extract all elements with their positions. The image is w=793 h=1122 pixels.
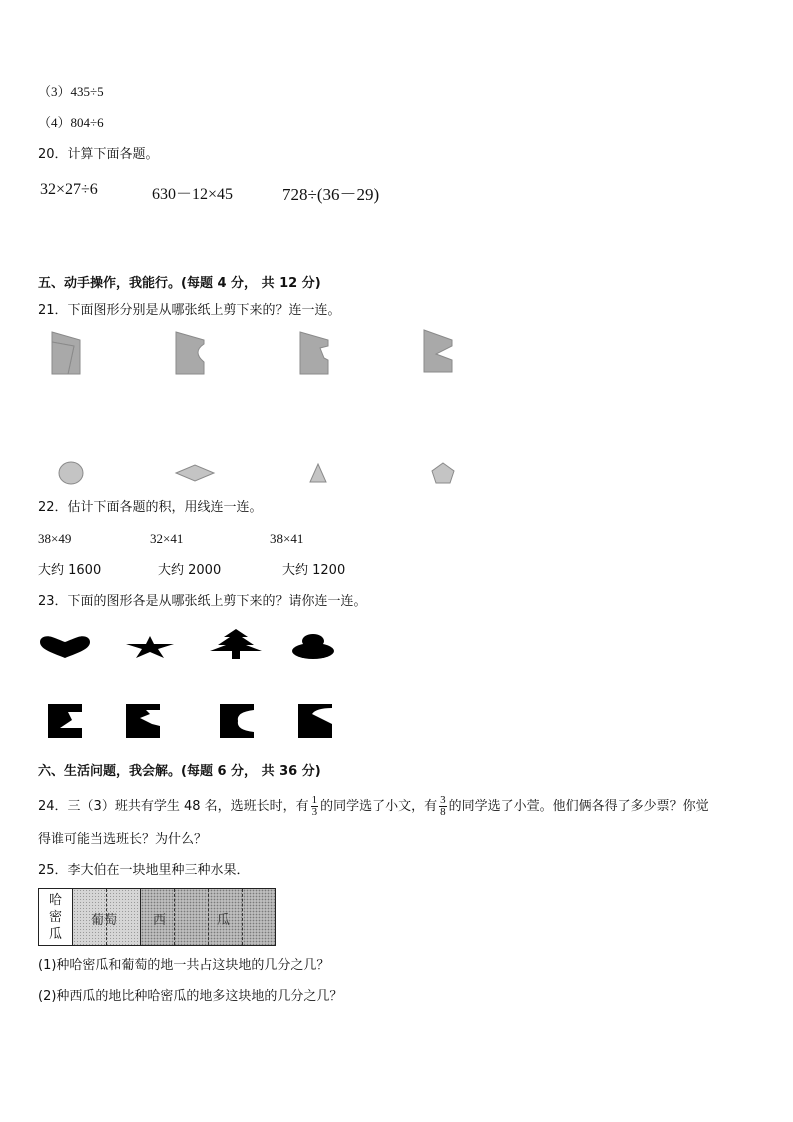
- q24-text-b: 的同学选了小文，有: [320, 799, 438, 814]
- fruit-field-diagram: [38, 888, 276, 946]
- hat-icon: [290, 632, 336, 660]
- cut-paper-1-icon: [46, 702, 84, 740]
- q22-title: 22．估计下面各题的积，用线连一连。: [38, 500, 263, 515]
- q19-item-3: （3）435÷5: [38, 84, 104, 99]
- q22-product-3: 38×41: [270, 531, 304, 546]
- q24-text-c: 的同学选了小萱。他们俩各得了多少票？你觉: [448, 799, 709, 814]
- paper-d-icon: [422, 328, 458, 374]
- q24-text-a: 24．三（3）班共有学生 48 名，选班长时，有: [38, 799, 309, 814]
- watermelon-label-2: 瓜: [217, 913, 231, 928]
- paper-a-icon: [48, 330, 84, 374]
- q24-line-1: [38, 795, 709, 819]
- star-icon: [124, 634, 176, 660]
- paper-b-icon: [174, 330, 210, 374]
- q24-line-2: 得谁可能当选班长？为什么？: [38, 832, 208, 847]
- cut-paper-2-icon: [124, 702, 162, 740]
- q25-sub-1: (1)种哈密瓜和葡萄的地一共占这块地的几分之几？: [38, 958, 330, 973]
- fraction-one-third: $\frac{1}{3}$: [311, 794, 318, 818]
- q20-expr-3: 728÷(36－29): [282, 185, 380, 204]
- cut-paper-3-icon: [218, 702, 256, 740]
- q19-item-4: （4）804÷6: [38, 115, 104, 130]
- watermelon-label-1: 西: [153, 913, 167, 928]
- q25-sub-2: (2)种西瓜的地比种哈密瓜的地多这块地的几分之几？: [38, 989, 343, 1004]
- q20-expr-2: 630－12×45: [152, 186, 234, 203]
- circle-icon: [57, 460, 85, 486]
- section-5-heading: 五、动手操作，我能行。(每题 4 分， 共 12 分): [38, 276, 321, 291]
- grape-label: 葡萄: [91, 913, 118, 928]
- q20-title: 20．计算下面各题。: [38, 147, 159, 162]
- cell-grape: [73, 889, 141, 945]
- q25-title: 25．李大伯在一块地里种三种水果．: [38, 863, 250, 878]
- q22-product-2: 32×41: [150, 531, 184, 546]
- rhombus-icon: [174, 464, 216, 482]
- cut-paper-4-icon: [296, 702, 334, 740]
- q20-expr-1: 32×27÷6: [40, 181, 98, 198]
- triangle-icon: [308, 462, 328, 484]
- paper-c-icon: [298, 330, 334, 374]
- q22-product-1: 38×49: [38, 531, 72, 546]
- q22-estimate-2: 大约 2000: [158, 563, 222, 578]
- fraction-three-eighths: $\frac{3}{8}$: [440, 794, 446, 818]
- tree-icon: [208, 627, 264, 659]
- q21-title: 21．下面图形分别是从哪张纸上剪下来的？连一连。: [38, 303, 341, 318]
- cell-watermelon: [141, 889, 275, 945]
- q22-estimate-3: 大约 1200: [282, 563, 346, 578]
- section-6-heading: 六、生活问题，我会解。(每题 6 分， 共 36 分): [38, 764, 321, 779]
- q23-title: 23．下面的图形各是从哪张纸上剪下来的？请你连一连。: [38, 594, 367, 609]
- pentagon-icon: [430, 461, 456, 485]
- q22-estimate-1: 大约 1600: [38, 563, 102, 578]
- heart-icon: [38, 634, 92, 660]
- cell-hami-melon: 哈 密 瓜: [39, 889, 73, 945]
